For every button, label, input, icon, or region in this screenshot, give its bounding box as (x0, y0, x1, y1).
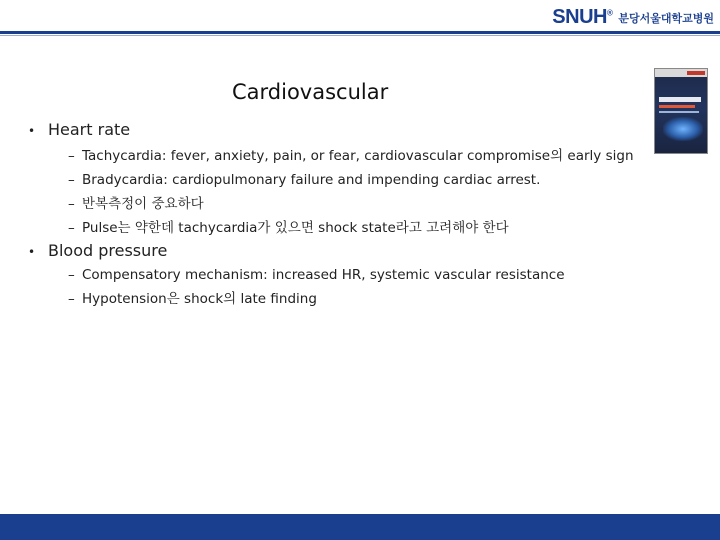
bullet: • (28, 245, 36, 259)
list-item: – Hypotension은 shock의 late finding (68, 291, 317, 307)
section-heading: Blood pressure (48, 241, 168, 260)
section-heart-rate (28, 120, 130, 139)
logo-snuh-text: SNUH® (552, 6, 613, 28)
hospital-name: 분당서울대학교병원 (618, 11, 714, 25)
section-blood-pressure (28, 241, 167, 260)
heart-rate-items (28, 144, 634, 240)
list-item: – Compensatory mechanism: increased HR, systemic vascular resistance (68, 267, 565, 283)
list-item: – Tachycardia: fever, anxiety, pain, or fear, cardiovascular compromise의 early sign (68, 148, 634, 164)
footer-bar (0, 514, 720, 540)
header-rule-thin (0, 35, 720, 36)
bullet: • (28, 124, 36, 138)
book-cover-image (654, 68, 708, 154)
slide-title: Cardiovascular (232, 80, 389, 104)
section-heading: Heart rate (48, 120, 131, 139)
list-item: – 반복측정이 중요하다 (68, 196, 204, 212)
list-item: – Pulse는 약한데 tachycardia가 있으면 shock state라고 고려해야 한다 (68, 220, 509, 236)
logo (552, 6, 714, 29)
blood-pressure-items (28, 263, 565, 311)
list-item: – Bradycardia: cardiopulmonary failure and impending cardiac arrest. (68, 172, 541, 188)
header-rule (0, 31, 720, 34)
